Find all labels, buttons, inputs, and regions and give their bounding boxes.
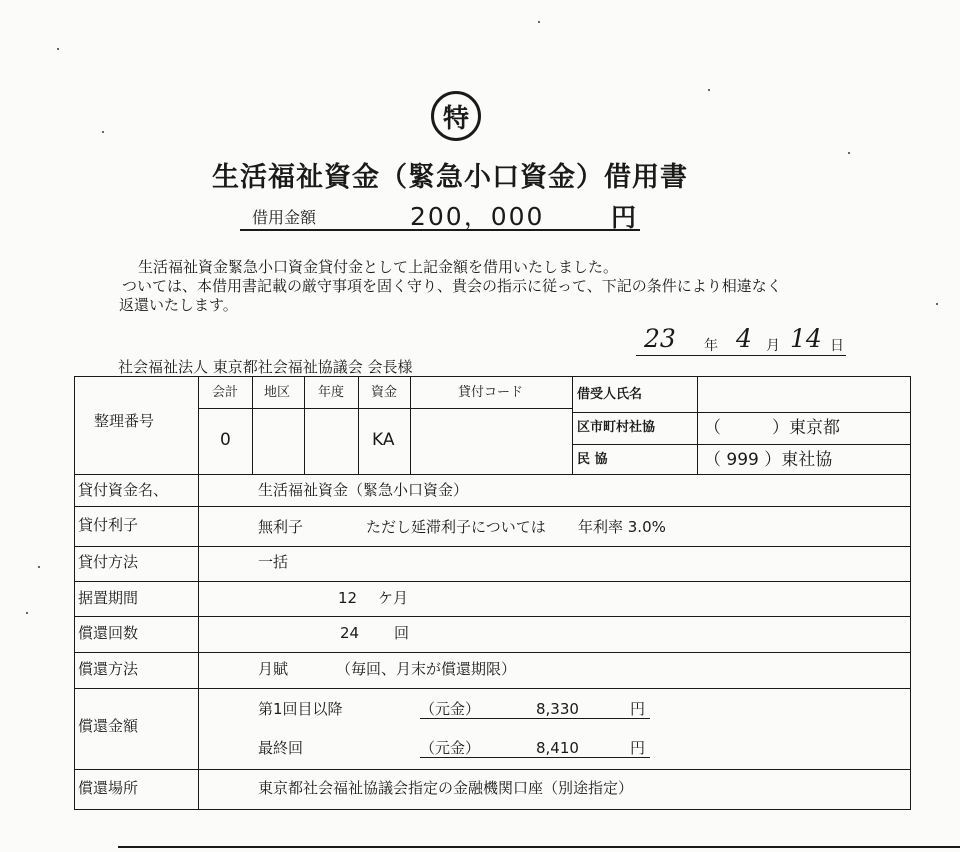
minsei-value: （ 999 ）東社協: [704, 450, 833, 470]
amount-label: 償還金額: [78, 717, 139, 735]
header-kaikei: 会計: [212, 385, 239, 400]
repay-method-label: 償還方法: [78, 660, 139, 678]
scan-speck: [38, 566, 40, 568]
loan-amount-value: 200，000: [410, 202, 545, 231]
handwritten-date: [640, 324, 850, 356]
grace-value: 12: [338, 589, 358, 607]
city-council-label: 区市町村社協: [577, 420, 656, 435]
scan-speck: [848, 152, 850, 154]
value-shikin: KA: [372, 430, 395, 450]
scan-speck: [538, 21, 540, 23]
value-kaikei: 0: [220, 430, 231, 450]
scan-speck: [936, 303, 938, 305]
scan-speck: [708, 89, 710, 91]
method-label: 貸付方法: [78, 553, 139, 571]
interest-note: ただし延滞利子については: [366, 518, 546, 536]
loan-amount-unit: 円: [611, 203, 637, 232]
interest-rate: 年利率 3.0%: [578, 518, 666, 536]
date-underline: [636, 355, 846, 356]
amount-last-value: 8,410: [536, 739, 579, 757]
amount-first-unit: 円: [630, 700, 646, 718]
date-month-unit: 月: [766, 338, 780, 354]
intro-line-2: ついては、本借用書記載の厳守事項を固く守り、貴会の指示に従って、下記の条件により相違なく: [122, 277, 782, 295]
grace-label: 据置期間: [78, 589, 139, 607]
borrower-name-label: 借受人氏名: [577, 387, 643, 402]
place-value: 東京都社会福祉協議会指定の金融機関口座（別途指定）: [258, 779, 634, 797]
header-nendo: 年度: [318, 385, 345, 400]
fund-name-label: 貸付資金名、: [78, 481, 169, 499]
loan-amount-underline: [240, 229, 640, 231]
intro-line-3: 返還いたします。: [119, 296, 238, 314]
interest-label: 貸付利子: [78, 516, 139, 534]
date-year-unit: 年: [704, 338, 718, 354]
amount-last-principal: （元金）: [420, 739, 481, 757]
grace-unit: ケ月: [378, 589, 409, 607]
date-day: 14: [790, 324, 822, 353]
count-unit: 回: [394, 624, 410, 642]
interest-value: 無利子: [258, 518, 304, 536]
amount-first-value: 8,330: [536, 700, 579, 718]
document-title: 生活福祉資金（緊急小口資金）借用書: [212, 162, 688, 193]
minsei-label: 民 協: [577, 452, 608, 467]
city-council-value: （ ）東京都: [704, 418, 840, 438]
amount-last-label: 最終回: [258, 739, 304, 757]
addressee: 社会福祉法人 東京都社会福祉協議会 会長様: [118, 358, 413, 376]
amount-first-row: [420, 702, 650, 719]
scan-speck: [57, 48, 59, 50]
amount-last-row: [420, 741, 650, 758]
repay-method-value: 月賦: [258, 660, 289, 678]
loan-amount-label: 借用金額: [252, 208, 317, 227]
fund-name-value: 生活福祉資金（緊急小口資金）: [258, 481, 469, 499]
repay-method-note: （毎回、月末が償還期限）: [336, 660, 517, 678]
date-day-unit: 日: [830, 338, 844, 354]
date-year: 23: [644, 324, 676, 353]
method-value: 一括: [258, 553, 289, 571]
amount-first-principal: （元金）: [420, 700, 481, 718]
header-code: 貸付コード: [458, 385, 524, 400]
header-chiku: 地区: [264, 385, 291, 400]
count-label: 償還回数: [78, 624, 139, 642]
count-value: 24: [340, 624, 360, 642]
scan-speck: [102, 131, 104, 133]
place-label: 償還場所: [78, 779, 139, 797]
ref-number-label: 整理番号: [94, 412, 155, 430]
bottom-frame-edge: [118, 846, 960, 848]
toku-seal: 特: [431, 91, 481, 141]
loan-form-table: [74, 376, 910, 810]
header-shikin: 資金: [371, 385, 398, 400]
scan-speck: [26, 612, 28, 614]
amount-last-unit: 円: [630, 739, 646, 757]
amount-first-label: 第1回目以降: [258, 700, 343, 718]
intro-line-1: 生活福祉資金緊急小口資金貸付金として上記金額を借用いたしました。: [138, 258, 619, 276]
date-month: 4: [736, 324, 752, 353]
